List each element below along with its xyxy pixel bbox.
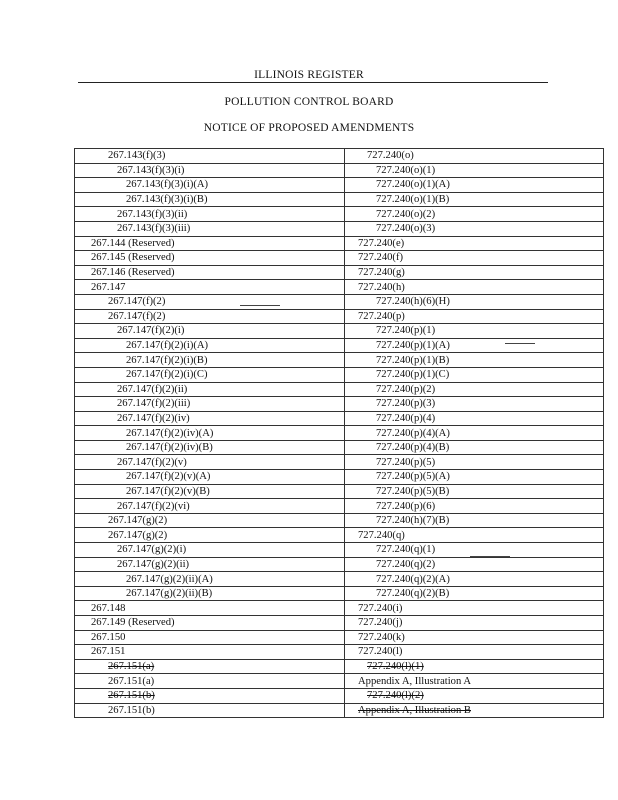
table-row xyxy=(75,440,604,455)
old-section-cell: 267.147(g)(2) xyxy=(75,513,345,528)
new-section-cell: 727.240(p)(6) xyxy=(345,499,604,514)
table-row xyxy=(75,455,604,470)
old-section-cell: 267.147(g)(2)(i) xyxy=(75,543,345,558)
table-row xyxy=(75,236,604,251)
old-section-cell: 267.149 (Reserved) xyxy=(75,616,345,631)
old-section-cell: 267.147(f)(2)(iv) xyxy=(75,411,345,426)
old-section-cell: 267.147(g)(2)(ii) xyxy=(75,557,345,572)
new-section-cell: 727.240(p)(5) xyxy=(345,455,604,470)
new-section-cell: Appendix A, Illustration B xyxy=(345,703,604,718)
old-section-cell: 267.147(f)(2)(i)(C) xyxy=(75,367,345,382)
old-section-cell: 267.147(g)(2)(ii)(B) xyxy=(75,586,345,601)
old-section-cell: 267.147(f)(2)(v) xyxy=(75,455,345,470)
old-section-cell: 267.147(f)(2) xyxy=(75,309,345,324)
table-row xyxy=(75,324,604,339)
new-section-cell: 727.240(p)(4) xyxy=(345,411,604,426)
table-row xyxy=(75,309,604,324)
new-section-cell: 727.240(h)(7)(B) xyxy=(345,513,604,528)
old-section-cell: 267.147(g)(2) xyxy=(75,528,345,543)
old-section-cell: 267.147(g)(2)(ii)(A) xyxy=(75,572,345,587)
new-section-cell: 727.240(o)(1) xyxy=(345,163,604,178)
table-row xyxy=(75,294,604,309)
old-section-cell: 267.143(f)(3)(i)(A) xyxy=(75,178,345,193)
old-section-cell: 267.147(f)(2)(vi) xyxy=(75,499,345,514)
old-section-cell: 267.144 (Reserved) xyxy=(75,236,345,251)
new-section-cell: 727.240(q)(2) xyxy=(345,557,604,572)
table-row xyxy=(75,265,604,280)
old-section-cell: 267.151(b) xyxy=(75,703,345,718)
scan-mark xyxy=(505,343,535,344)
new-section-cell: 727.240(q)(2)(A) xyxy=(345,572,604,587)
old-section-cell: 267.147(f)(2)(v)(A) xyxy=(75,470,345,485)
table-row xyxy=(75,499,604,514)
table-row xyxy=(75,426,604,441)
old-section-cell: 267.147(f)(2)(i) xyxy=(75,324,345,339)
old-section-cell: 267.151(a) xyxy=(75,674,345,689)
new-section-cell: 727.240(h)(6)(H) xyxy=(345,294,604,309)
old-section-cell: 267.146 (Reserved) xyxy=(75,265,345,280)
table-row xyxy=(75,397,604,412)
table-row xyxy=(75,178,604,193)
new-section-cell: 727.240(e) xyxy=(345,236,604,251)
table-row xyxy=(75,659,604,674)
table-row xyxy=(75,251,604,266)
old-section-cell: 267.151(b) xyxy=(75,688,345,703)
new-section-cell: 727.240(o) xyxy=(345,149,604,164)
new-section-cell: 727.240(p)(4)(B) xyxy=(345,440,604,455)
table-row xyxy=(75,367,604,382)
new-section-cell: 727.240(j) xyxy=(345,616,604,631)
old-section-cell: 267.147(f)(2)(iii) xyxy=(75,397,345,412)
table-row xyxy=(75,149,604,164)
new-section-cell: 727.240(q)(1) xyxy=(345,543,604,558)
table-row xyxy=(75,586,604,601)
new-section-cell: 727.240(l)(2) xyxy=(345,688,604,703)
old-section-cell: 267.145 (Reserved) xyxy=(75,251,345,266)
table-row xyxy=(75,703,604,718)
table-row xyxy=(75,353,604,368)
table-row xyxy=(75,630,604,645)
old-section-cell: 267.143(f)(3)(ii) xyxy=(75,207,345,222)
table-row xyxy=(75,645,604,660)
register-title: ILLINOIS REGISTER xyxy=(254,69,364,81)
old-section-cell: 267.147(f)(2)(iv)(A) xyxy=(75,426,345,441)
old-section-cell: 267.147(f)(2)(v)(B) xyxy=(75,484,345,499)
new-section-cell: 727.240(h) xyxy=(345,280,604,295)
new-section-cell: 727.240(p)(2) xyxy=(345,382,604,397)
table-row xyxy=(75,411,604,426)
new-section-cell: 727.240(o)(1)(A) xyxy=(345,178,604,193)
table-row xyxy=(75,470,604,485)
table-row xyxy=(75,513,604,528)
table-row xyxy=(75,338,604,353)
table-row xyxy=(75,674,604,689)
new-section-cell: Appendix A, Illustration A xyxy=(345,674,604,689)
new-section-cell: 727.240(o)(1)(B) xyxy=(345,192,604,207)
table-row xyxy=(75,484,604,499)
old-section-cell: 267.151(a) xyxy=(75,659,345,674)
table-row xyxy=(75,688,604,703)
table-row xyxy=(75,280,604,295)
new-section-cell: 727.240(p)(5)(A) xyxy=(345,470,604,485)
new-section-cell: 727.240(l) xyxy=(345,645,604,660)
old-section-cell: 267.147 xyxy=(75,280,345,295)
table-row xyxy=(75,528,604,543)
new-section-cell: 727.240(f) xyxy=(345,251,604,266)
board-title: POLLUTION CONTROL BOARD xyxy=(224,96,394,108)
table-row xyxy=(75,221,604,236)
new-section-cell: 727.240(p)(1)(B) xyxy=(345,353,604,368)
table-row xyxy=(75,382,604,397)
old-section-cell: 267.147(f)(2)(i)(A) xyxy=(75,338,345,353)
old-section-cell: 267.147(f)(2)(i)(B) xyxy=(75,353,345,368)
new-section-cell: 727.240(o)(3) xyxy=(345,221,604,236)
new-section-cell: 727.240(p)(4)(A) xyxy=(345,426,604,441)
old-section-cell: 267.150 xyxy=(75,630,345,645)
new-section-cell: 727.240(i) xyxy=(345,601,604,616)
new-section-cell: 727.240(p)(1)(A) xyxy=(345,338,604,353)
table-row xyxy=(75,192,604,207)
old-section-cell: 267.143(f)(3)(iii) xyxy=(75,221,345,236)
new-section-cell: 727.240(g) xyxy=(345,265,604,280)
new-section-cell: 727.240(p)(1)(C) xyxy=(345,367,604,382)
table-row xyxy=(75,207,604,222)
old-section-cell: 267.151 xyxy=(75,645,345,660)
scan-mark xyxy=(470,556,510,557)
table-row xyxy=(75,572,604,587)
new-section-cell: 727.240(q) xyxy=(345,528,604,543)
old-section-cell: 267.147(f)(2)(ii) xyxy=(75,382,345,397)
section-mapping-table xyxy=(74,148,604,718)
old-section-cell: 267.143(f)(3)(i)(B) xyxy=(75,192,345,207)
old-section-cell: 267.143(f)(3) xyxy=(75,149,345,164)
old-section-cell: 267.143(f)(3)(i) xyxy=(75,163,345,178)
new-section-cell: 727.240(l)(1) xyxy=(345,659,604,674)
new-section-cell: 727.240(o)(2) xyxy=(345,207,604,222)
table-row xyxy=(75,543,604,558)
new-section-cell: 727.240(p) xyxy=(345,309,604,324)
notice-title: NOTICE OF PROPOSED AMENDMENTS xyxy=(203,122,415,134)
scan-mark xyxy=(240,305,280,306)
table-row xyxy=(75,557,604,572)
old-section-cell: 267.147(f)(2) xyxy=(75,294,345,309)
new-section-cell: 727.240(k) xyxy=(345,630,604,645)
new-section-cell: 727.240(p)(3) xyxy=(345,397,604,412)
table-row xyxy=(75,601,604,616)
new-section-cell: 727.240(q)(2)(B) xyxy=(345,586,604,601)
table-row xyxy=(75,163,604,178)
new-section-cell: 727.240(p)(5)(B) xyxy=(345,484,604,499)
old-section-cell: 267.148 xyxy=(75,601,345,616)
new-section-cell: 727.240(p)(1) xyxy=(345,324,604,339)
old-section-cell: 267.147(f)(2)(iv)(B) xyxy=(75,440,345,455)
header-rule xyxy=(78,82,548,83)
table-row xyxy=(75,616,604,631)
